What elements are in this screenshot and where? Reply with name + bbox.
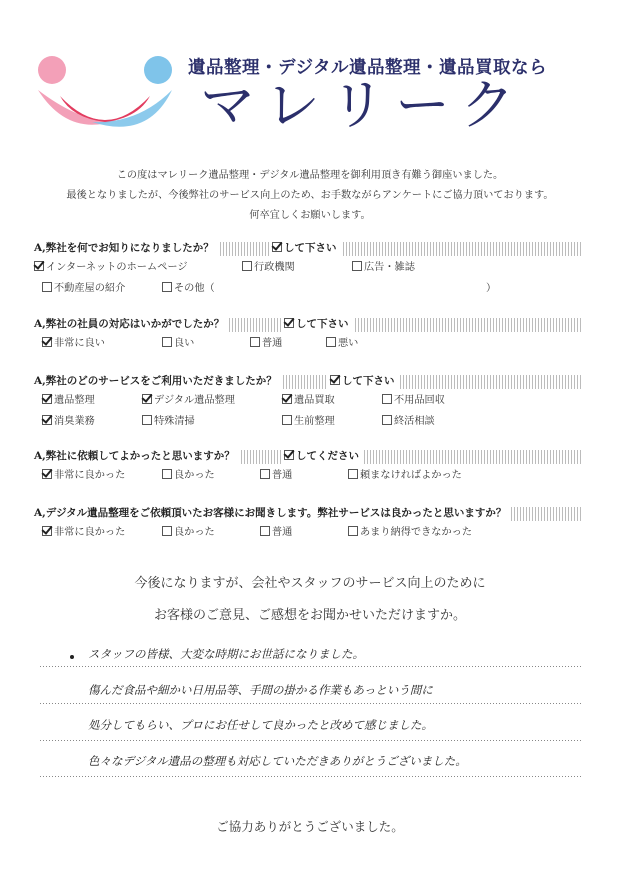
option-label: あまり納得できなかった bbox=[360, 527, 473, 538]
marerique-logo bbox=[30, 48, 180, 138]
checkbox-icon[interactable] bbox=[326, 337, 336, 347]
option-label: 広告・雑誌 bbox=[364, 262, 415, 273]
option-not-satisfied[interactable] bbox=[348, 525, 472, 541]
question-digital-satisfaction bbox=[34, 507, 582, 542]
comment-rule bbox=[40, 703, 582, 704]
option-advertisement[interactable] bbox=[352, 260, 415, 276]
option-row bbox=[34, 468, 582, 485]
option-label: 普通 bbox=[262, 338, 283, 349]
checkbox-icon[interactable] bbox=[42, 415, 52, 425]
logo-pink-dot bbox=[38, 56, 66, 84]
checkbox-icon[interactable] bbox=[352, 261, 362, 271]
option-row bbox=[34, 336, 582, 353]
intro-line: 何卒宜しくお願いします。 bbox=[249, 210, 371, 221]
question-title: A,弊社に依頼してよかったと思いますか？ bbox=[34, 449, 239, 464]
option-label: 行政機関 bbox=[254, 262, 295, 273]
option-label: その他（ bbox=[174, 283, 215, 294]
option-normal[interactable] bbox=[250, 336, 282, 352]
question-note bbox=[270, 241, 341, 256]
option-government[interactable] bbox=[242, 260, 295, 276]
option-ihin-kaitori[interactable] bbox=[282, 393, 335, 409]
option-row bbox=[34, 393, 582, 410]
checkbox-icon[interactable] bbox=[162, 469, 172, 479]
handwritten-comment-line: 処分してもらい、プロにお任せして良かったと改めて感じました。 bbox=[88, 718, 433, 732]
option-other[interactable] bbox=[162, 281, 215, 297]
option-label: 悪い bbox=[338, 338, 359, 349]
option-label: 良い bbox=[174, 338, 195, 349]
question-note-text: して下さい bbox=[284, 242, 337, 254]
question-title: A,弊社の社員の対応はいかがでしたか？ bbox=[34, 317, 228, 332]
question-header bbox=[34, 450, 582, 464]
question-note-text: してください bbox=[296, 450, 359, 462]
closing-thanks: ご協力ありがとうございました。 bbox=[216, 819, 404, 834]
option-label: 不動産屋の紹介 bbox=[54, 283, 126, 294]
option-bad[interactable] bbox=[326, 336, 358, 352]
checkbox-icon bbox=[284, 318, 294, 328]
checkbox-icon bbox=[272, 242, 282, 252]
question-note-text: して下さい bbox=[296, 318, 349, 330]
option-label: 消臭業務 bbox=[54, 416, 95, 427]
checkbox-icon[interactable] bbox=[260, 469, 270, 479]
logo-blue-dot bbox=[144, 56, 172, 84]
checkbox-icon[interactable] bbox=[34, 261, 44, 271]
option-label: 良かった bbox=[174, 527, 215, 538]
checkbox-icon[interactable] bbox=[42, 526, 52, 536]
option-label: 特殊清掃 bbox=[154, 416, 195, 427]
option-digital-ihin-seiri[interactable] bbox=[142, 393, 235, 409]
checkbox-icon[interactable] bbox=[282, 394, 292, 404]
checkbox-icon[interactable] bbox=[162, 526, 172, 536]
checkbox-icon bbox=[330, 375, 340, 385]
question-services-used bbox=[34, 375, 582, 431]
option-homepage[interactable] bbox=[34, 260, 188, 276]
question-note bbox=[282, 449, 363, 464]
option-label: 生前整理 bbox=[294, 416, 335, 427]
option-seizen-seiri[interactable] bbox=[282, 414, 335, 430]
option-label: 非常に良い bbox=[54, 338, 105, 349]
checkbox-icon[interactable] bbox=[42, 337, 52, 347]
question-header bbox=[34, 242, 582, 256]
checkbox-icon[interactable] bbox=[348, 469, 358, 479]
option-row bbox=[34, 525, 582, 542]
option-very-good[interactable] bbox=[42, 468, 125, 484]
comment-rule bbox=[40, 776, 582, 777]
option-shukatsu-consult[interactable] bbox=[382, 414, 435, 430]
checkbox-icon[interactable] bbox=[242, 261, 252, 271]
question-note bbox=[328, 374, 399, 389]
question-how-found bbox=[34, 242, 582, 298]
checkbox-icon[interactable] bbox=[382, 415, 392, 425]
checkbox-icon[interactable] bbox=[348, 526, 358, 536]
option-label: インターネットのホームページ bbox=[46, 262, 188, 273]
checkbox-icon[interactable] bbox=[142, 394, 152, 404]
option-label: 遺品整理 bbox=[54, 395, 95, 406]
header-tagline: 遺品整理・デジタル遺品整理・遺品買取なら bbox=[188, 58, 547, 78]
option-fuyouhin-kaishu[interactable] bbox=[382, 393, 445, 409]
question-note-text: して下さい bbox=[342, 375, 395, 387]
checkbox-icon[interactable] bbox=[382, 394, 392, 404]
option-label: 普通 bbox=[272, 527, 293, 538]
option-good[interactable] bbox=[162, 525, 215, 541]
option-label: 不用品回収 bbox=[394, 395, 445, 406]
option-normal[interactable] bbox=[260, 468, 292, 484]
logo-pink-smile bbox=[38, 90, 122, 125]
checkbox-icon[interactable] bbox=[282, 415, 292, 425]
question-title: A,弊社のどのサービスをご利用いただきましたか？ bbox=[34, 374, 281, 389]
option-good[interactable] bbox=[162, 468, 215, 484]
option-should-not-have[interactable] bbox=[348, 468, 462, 484]
option-label: 良かった bbox=[174, 470, 215, 481]
option-ihin-seiri[interactable] bbox=[42, 393, 95, 409]
option-row bbox=[34, 260, 582, 277]
option-special-cleaning[interactable] bbox=[142, 414, 195, 430]
bullet-mark bbox=[70, 655, 74, 659]
option-row bbox=[34, 281, 582, 298]
option-very-good[interactable] bbox=[42, 525, 125, 541]
option-normal[interactable] bbox=[260, 525, 292, 541]
handwritten-comment-line: スタッフの皆様、大変な時期にお世話になりました。 bbox=[88, 647, 364, 661]
comment-rule bbox=[40, 666, 582, 667]
checkbox-icon[interactable] bbox=[42, 394, 52, 404]
checkbox-icon[interactable] bbox=[142, 415, 152, 425]
option-label: 非常に良かった bbox=[54, 470, 126, 481]
option-deodorizing[interactable] bbox=[42, 414, 95, 430]
option-real-estate[interactable] bbox=[42, 281, 125, 297]
checkbox-icon[interactable] bbox=[162, 282, 172, 292]
checkbox-icon[interactable] bbox=[260, 526, 270, 536]
option-label: デジタル遺品整理 bbox=[154, 395, 235, 406]
question-header bbox=[34, 507, 582, 521]
question-title: A,デジタル遺品整理をご依頼頂いたお客様にお聞きします。弊社サービスは良かったと思いますか？ bbox=[34, 506, 510, 521]
option-good[interactable] bbox=[162, 336, 194, 352]
option-other-close: ） bbox=[486, 283, 497, 294]
checkbox-icon[interactable] bbox=[250, 337, 260, 347]
question-title: A,弊社を何でお知りになりましたか？ bbox=[34, 241, 218, 256]
comment-rule bbox=[40, 740, 582, 741]
option-label: 非常に良かった bbox=[54, 527, 126, 538]
option-label: 頼まなければよかった bbox=[360, 470, 462, 481]
option-label: 普通 bbox=[272, 470, 293, 481]
checkbox-icon bbox=[284, 450, 294, 460]
question-header bbox=[34, 375, 582, 389]
question-staff-response bbox=[34, 318, 582, 353]
question-glad-requested bbox=[34, 450, 582, 485]
question-note bbox=[282, 317, 353, 332]
intro-text bbox=[40, 166, 580, 226]
checkbox-icon[interactable] bbox=[42, 469, 52, 479]
option-row bbox=[34, 414, 582, 431]
handwritten-comment-line: 傷んだ食品や細かい日用品等、手間の掛かる作業もあっという間に bbox=[88, 683, 433, 697]
option-label: 遺品買取 bbox=[294, 395, 335, 406]
intro-line: 最後となりましたが、今後弊社のサービス向上のため、お手数ながらアンケートにご協力頂いております。 bbox=[66, 190, 554, 201]
question-header bbox=[34, 318, 582, 332]
brand-name: マレリーク bbox=[200, 73, 526, 137]
handwritten-comment-line: 色々なデジタル遺品の整理も対応していただきありがとうございました。 bbox=[88, 754, 467, 768]
option-label: 終活相談 bbox=[394, 416, 435, 427]
checkbox-icon[interactable] bbox=[162, 337, 172, 347]
comment-prompt-line: お客様のご意見、ご感想をお聞かせいただけますか。 bbox=[153, 608, 466, 623]
comment-prompt-line: 今後になりますが、会社やスタッフのサービス向上のために bbox=[134, 576, 486, 591]
intro-line: この度はマレリーク遺品整理・デジタル遺品整理を御利用頂き有難う御座いました。 bbox=[116, 170, 504, 181]
checkbox-icon[interactable] bbox=[42, 282, 52, 292]
option-very-good[interactable] bbox=[42, 336, 105, 352]
